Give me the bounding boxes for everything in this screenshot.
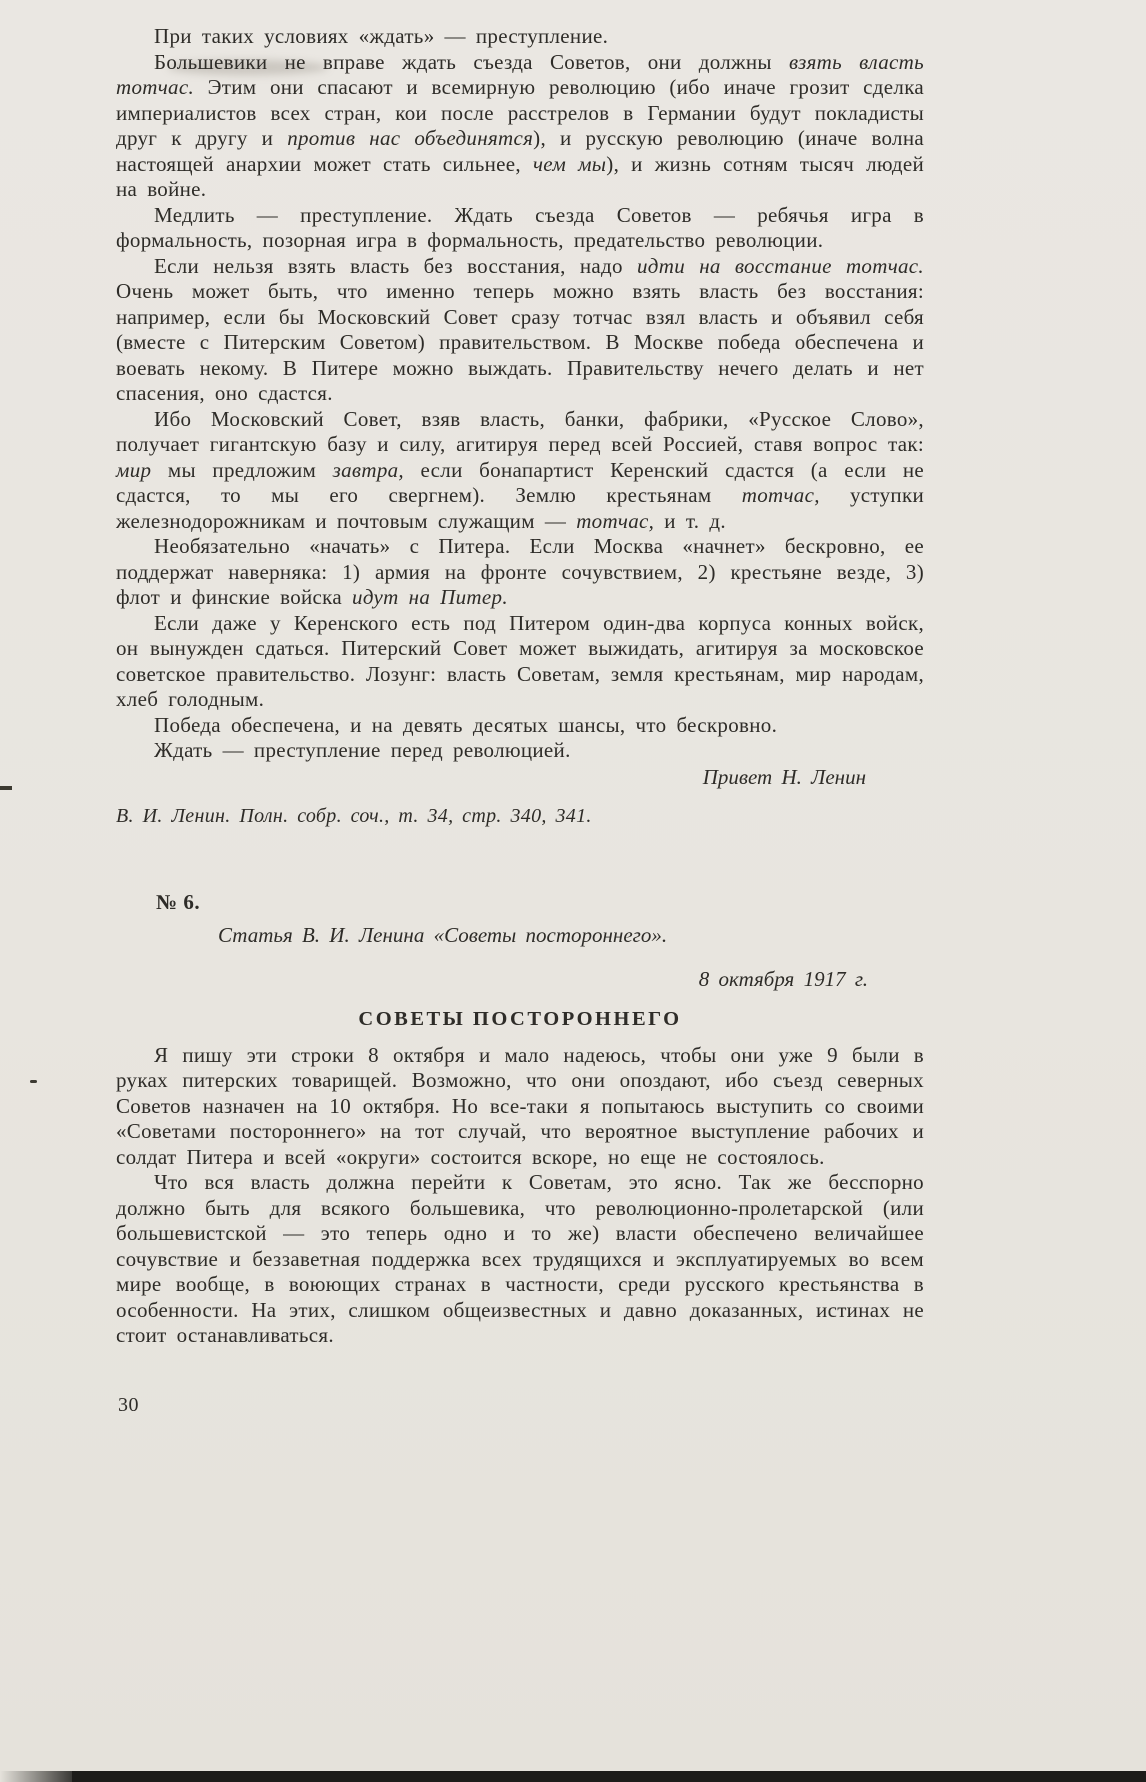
article-text [116, 1043, 924, 1349]
paragraph: Если нельзя взять власть без восстания, надо идти на восстание тотчас. Очень может быть, что именно теперь можно взять власть без восстания: например, если бы Московский Совет сразу тотчас взял власть и объявил себя (вместе с Питерским Советом) правительством. В Москве победа обеспечена и воевать некому. В Питере можно выждать. Правительству нечего делать и нет спасения, оно сдастся. [116, 253, 924, 405]
scan-margin-mark [30, 1080, 37, 1083]
source-citation: В. И. Ленин. Полн. собр. соч., т. 34, стр. 340, 341. [116, 804, 592, 827]
scan-bottom-band [72, 1771, 1146, 1782]
paragraph: При таких условиях «ждать» — преступление. [154, 24, 609, 48]
paragraph: Что вся власть должна перейти к Советам, это ясно. Так же бесспорно должно быть для всякого большевика, что революционно-пролетарской (или большевистской — это теперь одно и то же) власти обеспечено величайшее сочувствие и беззаветная поддержка всех трудящихся и эксплуатируемых во всем мире вообще, в воюющих странах в частности, среди русского крестьянства в особенности. На этих, слишком общеизвестных и давно доказанных, истинах не стоит останавливаться. [116, 1170, 924, 1347]
text-column [116, 24, 924, 1349]
scan-edge-mark [0, 786, 12, 790]
document-number: № 6. [156, 889, 201, 914]
signature-text: Привет Н. Ленин [702, 764, 866, 789]
scan-bottom-band-fade [0, 1771, 72, 1782]
paragraph: Необязательно «начать» с Питера. Если Москва «начнет» бескровно, ее поддержат наверняка: 1) армия на фронте сочувствием, 2) крестьяне везде, 3) флот и финские войска идут на Питер. [116, 534, 924, 609]
document-subtitle: Статья В. И. Ленина «Советы постороннего». [218, 922, 668, 947]
document-date: 8 октября 1917 г. [698, 966, 868, 991]
paragraph: Если даже у Керенского есть под Питером один-два корпуса конных войск, он вынужден сдаться. Питерский Совет может выжидать, агитируя за московское советское правительство. Лозунг: власть Советам, земля крестьянам, мир народам, хлеб голодным. [116, 610, 924, 711]
paragraph: Ждать — преступление перед революцией. [154, 738, 571, 762]
paragraph: Я пишу эти строки 8 октября и мало надеюсь, чтобы они уже 9 были в руках питерских товарищей. Возможно, что они опоздают, ибо съезд северных Советов назначен на 10 октября. Но все-таки я попытаюсь выступить со своими «Советами постороннего» на тот случай, что вероятное выступление рабочих и солдат Питера и всей «округи» состоится вскоре, но еще не состоялось. [116, 1042, 924, 1169]
paragraph: Большевики не вправе ждать съезда Советов, они должны взять власть тотчас. Этим они спасают и всемирную революцию (ибо иначе грозит сделка империалистов всех стран, кои после расстрелов в Германии будут покладисты друг к другу и против нас объединятся), и русскую революцию (иначе волна настоящей анархии может стать сильнее, чем мы), и жизнь сотням тысяч людей на войне. [116, 49, 924, 201]
paragraph: Ибо Московский Совет, взяв власть, банки, фабрики, «Русское Слово», получает гигантскую базу и силу, агитируя перед всей Россией, ставя вопрос так: мир мы предложим завтра, если бонапартист Керенский сдастся (а если не сдастся, то мы его свергнем). Землю крестьянам тотчас, уступки железнодорожникам и почтовым служащим — тотчас, и т. д. [116, 406, 924, 533]
paragraph: Медлить — преступление. Ждать съезда Советов — ребячья игра в формальность, позорная игра в формальность, предательство революции. [116, 202, 924, 252]
signature-line [116, 764, 924, 790]
lenin-letter-text [116, 24, 924, 764]
page-number: 30 [118, 1394, 139, 1416]
document-title: СОВЕТЫ ПОСТОРОННЕГО [358, 1007, 682, 1030]
paragraph: Победа обеспечена, и на девять десятых шансы, что бескровно. [154, 712, 778, 737]
